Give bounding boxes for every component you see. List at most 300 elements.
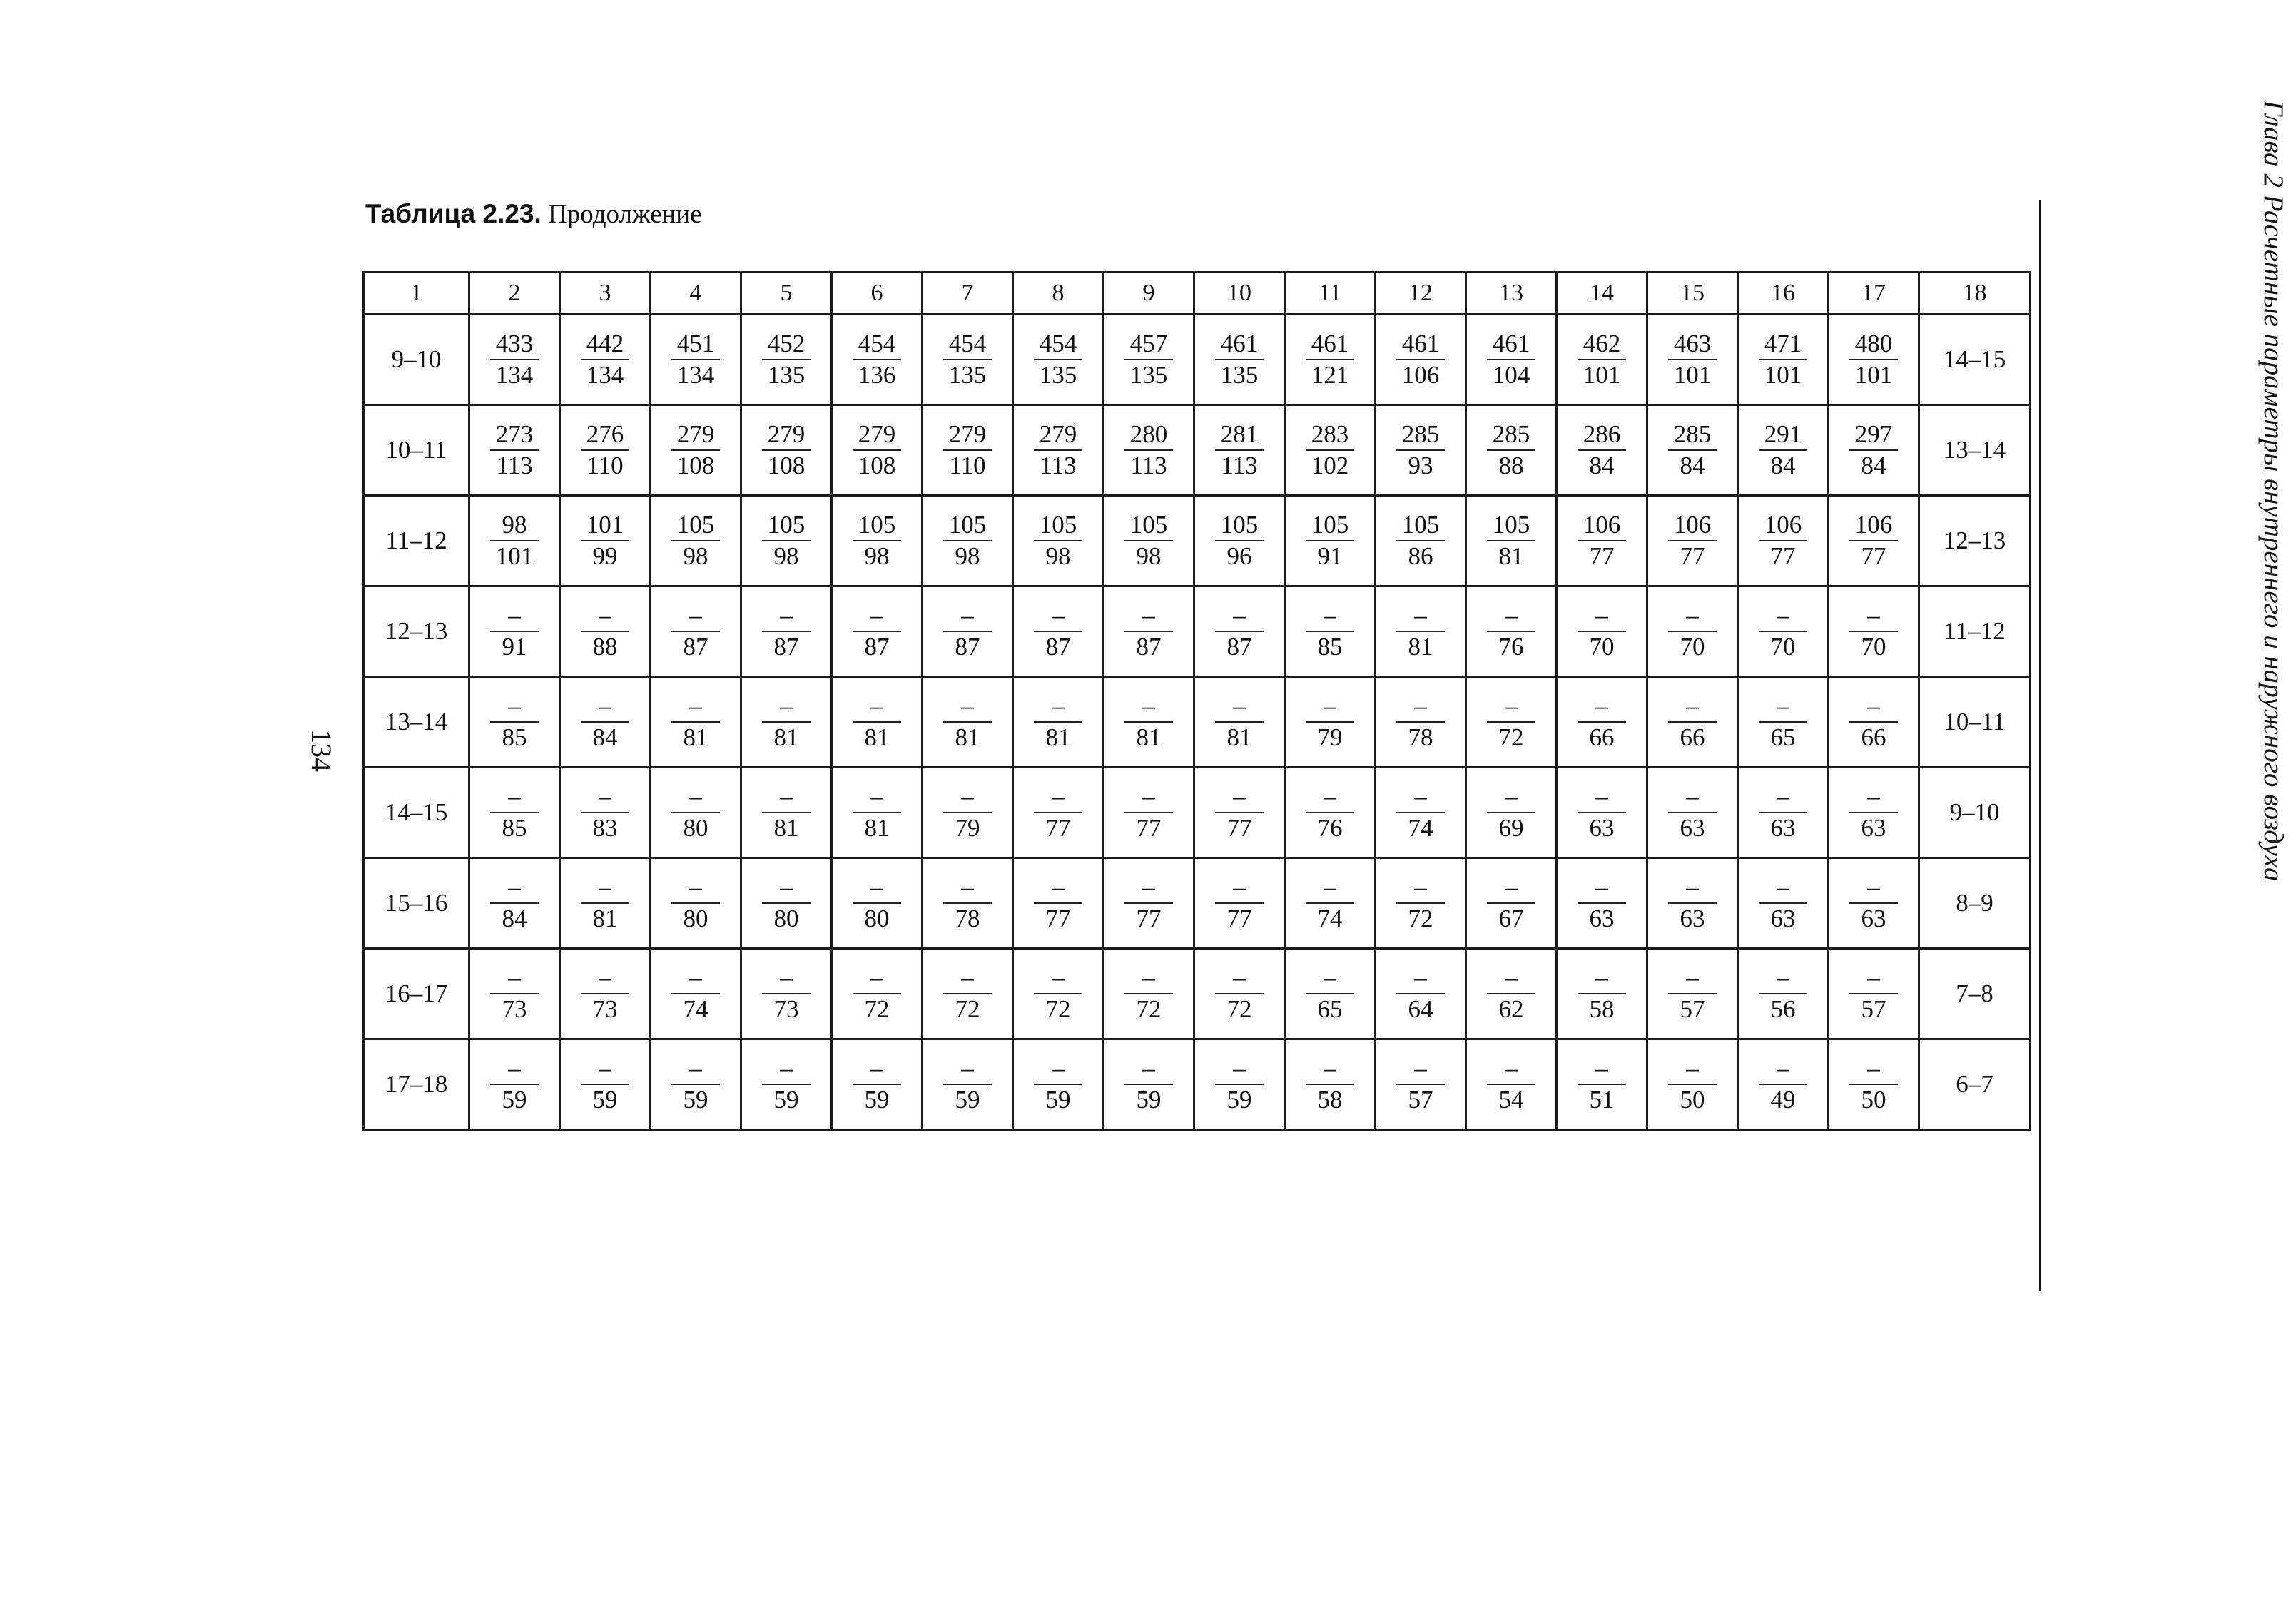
fraction-denominator: 73	[592, 995, 618, 1023]
column-header: 3	[560, 273, 651, 315]
fraction-numerator: –	[1124, 1054, 1173, 1085]
fraction	[671, 419, 720, 481]
fraction-numerator: 276	[581, 419, 629, 451]
fraction	[1759, 1054, 1807, 1115]
table-cell	[1466, 496, 1557, 586]
fraction	[1034, 872, 1082, 934]
fraction-denominator: 76	[1498, 633, 1524, 661]
table-cell	[832, 405, 923, 496]
fraction-numerator: –	[853, 782, 901, 813]
fraction	[671, 782, 720, 843]
table-cell	[1104, 677, 1194, 768]
table-cell	[1647, 768, 1738, 858]
fraction	[1215, 510, 1264, 571]
fraction-denominator: 79	[955, 814, 980, 842]
table-body	[364, 273, 2031, 1130]
table-cell	[1647, 949, 1738, 1039]
table-cell	[651, 586, 741, 677]
fraction	[1215, 872, 1264, 934]
table-cell	[1738, 858, 1829, 949]
fraction-denominator: 87	[1136, 633, 1162, 661]
fraction-denominator: 113	[496, 452, 533, 479]
fraction	[490, 419, 539, 481]
fraction-denominator: 99	[592, 542, 618, 570]
fraction-numerator: 461	[1306, 329, 1354, 360]
table-caption-text: Продолжение	[541, 200, 702, 229]
fraction-numerator: 281	[1215, 419, 1264, 451]
table-cell	[1194, 768, 1285, 858]
fraction	[853, 782, 901, 843]
fraction	[1668, 329, 1717, 390]
fraction	[1668, 1054, 1717, 1115]
fraction-denominator: 134	[495, 361, 534, 389]
fraction-denominator: 70	[1589, 633, 1615, 661]
table-cell	[1647, 1039, 1738, 1130]
fraction-numerator: –	[1668, 1054, 1717, 1085]
fraction-numerator: –	[671, 1054, 720, 1085]
table-cell	[1466, 949, 1557, 1039]
fraction-numerator: –	[853, 872, 901, 904]
table-cell	[1194, 949, 1285, 1039]
fraction-denominator: 77	[1226, 905, 1252, 932]
fraction-numerator: –	[490, 782, 539, 813]
column-header: 6	[832, 273, 923, 315]
fraction-denominator: 134	[586, 361, 624, 389]
fraction	[1306, 510, 1354, 571]
fraction-denominator: 65	[1770, 723, 1796, 751]
column-header: 1	[364, 273, 469, 315]
fraction	[1668, 872, 1717, 934]
table-cell	[560, 496, 651, 586]
fraction-denominator: 67	[1498, 905, 1524, 932]
fraction-denominator: 70	[1861, 633, 1886, 661]
fraction-denominator: 81	[1136, 723, 1162, 751]
fraction	[490, 601, 539, 662]
table-cell	[832, 496, 923, 586]
table-cell	[1829, 1039, 1919, 1130]
table-cell	[1376, 858, 1466, 949]
fraction	[1849, 691, 1898, 753]
fraction-numerator: –	[1849, 872, 1898, 904]
table-cell	[741, 677, 832, 768]
fraction-denominator: 78	[1408, 723, 1433, 751]
row-range-right: 6–7	[1919, 1039, 2031, 1130]
fraction	[1759, 691, 1807, 753]
fraction-denominator: 74	[1408, 814, 1433, 842]
fraction	[581, 329, 629, 390]
fraction-numerator: –	[1759, 963, 1807, 994]
fraction-numerator: –	[943, 691, 992, 723]
table-cell	[1104, 949, 1194, 1039]
table-cell	[1013, 1039, 1104, 1130]
table-cell	[1104, 315, 1194, 405]
row-range-left: 12–13	[364, 586, 469, 677]
fraction-numerator: –	[1487, 601, 1535, 632]
fraction-denominator: 64	[1408, 995, 1433, 1023]
table-cell	[560, 949, 651, 1039]
table-row	[364, 768, 2031, 858]
fraction-denominator: 113	[1130, 452, 1167, 479]
fraction-denominator: 86	[1408, 542, 1433, 570]
table-cell	[1647, 586, 1738, 677]
fraction	[1034, 691, 1082, 753]
fraction-numerator: –	[1849, 782, 1898, 813]
fraction-numerator: 283	[1306, 419, 1354, 451]
fraction-denominator: 77	[1770, 542, 1796, 570]
fraction	[1578, 510, 1626, 571]
fraction-denominator: 108	[858, 452, 896, 479]
fraction	[1396, 872, 1445, 934]
fraction-denominator: 88	[592, 633, 618, 661]
fraction-numerator: –	[1215, 601, 1264, 632]
fraction-numerator: –	[1124, 963, 1173, 994]
fraction	[943, 782, 992, 843]
fraction-numerator: –	[1668, 872, 1717, 904]
fraction	[1215, 1054, 1264, 1115]
fraction-denominator: 59	[955, 1086, 980, 1114]
fraction	[1306, 691, 1354, 753]
fraction-numerator: –	[1759, 601, 1807, 632]
fraction-numerator: –	[581, 1054, 629, 1085]
fraction	[490, 872, 539, 934]
fraction-denominator: 72	[864, 995, 890, 1023]
fraction-denominator: 81	[683, 723, 708, 751]
fraction-denominator: 77	[1136, 814, 1162, 842]
fraction-numerator: –	[581, 601, 629, 632]
fraction-denominator: 51	[1589, 1086, 1615, 1114]
table-cell	[1194, 315, 1285, 405]
fraction	[1396, 601, 1445, 662]
row-range-right: 13–14	[1919, 405, 2031, 496]
fraction	[1759, 329, 1807, 390]
fraction	[1668, 601, 1717, 662]
fraction-denominator: 77	[1226, 814, 1252, 842]
fraction-denominator: 81	[773, 723, 799, 751]
table-cell	[741, 858, 832, 949]
fraction	[1124, 510, 1173, 571]
fraction-numerator: –	[671, 782, 720, 813]
fraction-numerator: 105	[1034, 510, 1082, 541]
table-cell	[923, 1039, 1013, 1130]
fraction-denominator: 101	[1583, 361, 1621, 389]
fraction-denominator: 72	[1136, 995, 1162, 1023]
fraction	[762, 601, 811, 662]
column-header: 8	[1013, 273, 1104, 315]
fraction-denominator: 78	[955, 905, 980, 932]
table-cell	[923, 949, 1013, 1039]
table-cell	[1285, 858, 1376, 949]
fraction-denominator: 59	[1136, 1086, 1162, 1114]
fraction	[1124, 691, 1173, 753]
fraction	[943, 419, 992, 481]
table-cell	[651, 858, 741, 949]
fraction	[671, 963, 720, 1024]
fraction	[762, 329, 811, 390]
fraction-denominator: 135	[1220, 361, 1259, 389]
fraction-numerator: 457	[1124, 329, 1173, 360]
fraction-numerator: –	[943, 963, 992, 994]
table-cell	[1738, 496, 1829, 586]
fraction	[853, 872, 901, 934]
fraction-numerator: –	[671, 691, 720, 723]
fraction-denominator: 56	[1770, 995, 1796, 1023]
fraction-denominator: 98	[1136, 542, 1162, 570]
fraction	[490, 782, 539, 843]
fraction-numerator: –	[1396, 1054, 1445, 1085]
fraction	[1306, 872, 1354, 934]
table-cell	[1738, 949, 1829, 1039]
fraction-denominator: 85	[502, 723, 527, 751]
fraction-denominator: 63	[1589, 905, 1615, 932]
column-header: 7	[923, 273, 1013, 315]
fraction-denominator: 70	[1680, 633, 1705, 661]
fraction-denominator: 93	[1408, 452, 1433, 479]
fraction-numerator: –	[1396, 691, 1445, 723]
fraction	[1396, 510, 1445, 571]
table-cell	[1557, 677, 1647, 768]
table-cell	[1376, 1039, 1466, 1130]
fraction-numerator: 461	[1396, 329, 1445, 360]
fraction-denominator: 66	[1861, 723, 1886, 751]
fraction-numerator: 285	[1668, 419, 1717, 451]
table-cell	[832, 586, 923, 677]
table-caption	[365, 197, 702, 232]
table-cell	[1466, 315, 1557, 405]
fraction-numerator: –	[1487, 691, 1535, 723]
column-header: 15	[1647, 273, 1738, 315]
table-cell	[923, 768, 1013, 858]
table-row	[364, 496, 2031, 586]
fraction-numerator: –	[762, 872, 811, 904]
column-header: 13	[1466, 273, 1557, 315]
fraction-denominator: 70	[1770, 633, 1796, 661]
fraction	[1215, 782, 1264, 843]
fraction-denominator: 84	[1861, 452, 1886, 479]
fraction	[1578, 329, 1626, 390]
fraction-numerator: 286	[1578, 419, 1626, 451]
fraction	[1396, 1054, 1445, 1115]
fraction	[1124, 872, 1173, 934]
fraction-denominator: 81	[864, 723, 890, 751]
fraction	[490, 329, 539, 390]
fraction-numerator: 279	[853, 419, 901, 451]
fraction	[762, 872, 811, 934]
fraction	[1034, 601, 1082, 662]
fraction-denominator: 50	[1861, 1086, 1886, 1114]
fraction-denominator: 87	[773, 633, 799, 661]
fraction-denominator: 72	[1408, 905, 1433, 932]
table-cell	[1285, 405, 1376, 496]
fraction-denominator: 59	[773, 1086, 799, 1114]
fraction-denominator: 87	[1226, 633, 1252, 661]
fraction	[1487, 601, 1535, 662]
table-cell	[1013, 858, 1104, 949]
fraction-numerator: 106	[1759, 510, 1807, 541]
table-cell	[1194, 496, 1285, 586]
fraction-denominator: 80	[683, 905, 708, 932]
fraction	[490, 691, 539, 753]
table-cell	[741, 496, 832, 586]
table-cell	[1013, 496, 1104, 586]
fraction-numerator: –	[1124, 782, 1173, 813]
fraction-denominator: 135	[948, 361, 987, 389]
fraction	[1034, 510, 1082, 571]
fraction	[581, 419, 629, 481]
table-cell	[560, 768, 651, 858]
fraction-numerator: 433	[490, 329, 539, 360]
fraction-denominator: 63	[1680, 905, 1705, 932]
table-cell	[469, 949, 560, 1039]
fraction-numerator: 285	[1487, 419, 1535, 451]
fraction-numerator: 279	[671, 419, 720, 451]
fraction	[1124, 601, 1173, 662]
table-row	[364, 949, 2031, 1039]
chapter-header: Глава 2 Расчетные параметры внутреннего и наружного воздуха	[2258, 100, 2289, 882]
fraction-denominator: 59	[864, 1086, 890, 1114]
data-table	[362, 271, 2031, 1131]
fraction-numerator: –	[581, 963, 629, 994]
fraction-numerator: –	[490, 1054, 539, 1085]
table-cell	[560, 858, 651, 949]
fraction-numerator: –	[1306, 782, 1354, 813]
column-header: 4	[651, 273, 741, 315]
table-cell	[1738, 1039, 1829, 1130]
fraction-numerator: 442	[581, 329, 629, 360]
fraction	[1124, 782, 1173, 843]
table-cell	[1466, 858, 1557, 949]
fraction-denominator: 87	[955, 633, 980, 661]
fraction-numerator: –	[853, 1054, 901, 1085]
fraction-denominator: 134	[676, 361, 715, 389]
fraction-denominator: 81	[1408, 633, 1433, 661]
table-cell	[741, 949, 832, 1039]
row-range-left: 14–15	[364, 768, 469, 858]
row-range-right: 14–15	[1919, 315, 2031, 405]
table-cell	[1829, 949, 1919, 1039]
fraction-denominator: 72	[955, 995, 980, 1023]
fraction-numerator: –	[1578, 1054, 1626, 1085]
fraction-denominator: 50	[1680, 1086, 1705, 1114]
fraction-numerator: 105	[1396, 510, 1445, 541]
table-cell	[560, 586, 651, 677]
fraction-denominator: 77	[1680, 542, 1705, 570]
fraction	[1849, 782, 1898, 843]
fraction-denominator: 58	[1317, 1086, 1343, 1114]
fraction-denominator: 63	[1770, 905, 1796, 932]
fraction-denominator: 63	[1770, 814, 1796, 842]
column-header: 18	[1919, 273, 2031, 315]
fraction	[1215, 963, 1264, 1024]
fraction-denominator: 104	[1492, 361, 1530, 389]
table-cell	[1738, 768, 1829, 858]
fraction-denominator: 85	[502, 814, 527, 842]
fraction	[762, 691, 811, 753]
fraction-denominator: 57	[1861, 995, 1886, 1023]
table-cell	[1466, 1039, 1557, 1130]
table-row	[364, 405, 2031, 496]
fraction-denominator: 81	[864, 814, 890, 842]
fraction-denominator: 84	[1589, 452, 1615, 479]
fraction	[1396, 419, 1445, 481]
fraction-denominator: 88	[1498, 452, 1524, 479]
fraction-numerator: 291	[1759, 419, 1807, 451]
fraction-denominator: 49	[1770, 1086, 1796, 1114]
table-cell	[1557, 949, 1647, 1039]
fraction-numerator: –	[853, 963, 901, 994]
fraction	[1487, 872, 1535, 934]
table-cell	[1285, 315, 1376, 405]
fraction-denominator: 66	[1589, 723, 1615, 751]
fraction	[1396, 329, 1445, 390]
column-header: 5	[741, 273, 832, 315]
fraction	[581, 782, 629, 843]
fraction-numerator: –	[581, 691, 629, 723]
fraction	[762, 419, 811, 481]
fraction-numerator: 105	[1215, 510, 1264, 541]
column-header: 10	[1194, 273, 1285, 315]
fraction-denominator: 63	[1589, 814, 1615, 842]
fraction	[853, 510, 901, 571]
fraction-numerator: –	[1124, 601, 1173, 632]
fraction	[943, 329, 992, 390]
fraction-denominator: 84	[1680, 452, 1705, 479]
fraction-denominator: 80	[773, 905, 799, 932]
fraction-denominator: 136	[858, 361, 896, 389]
fraction-numerator: –	[762, 601, 811, 632]
fraction	[1759, 872, 1807, 934]
table-cell	[560, 1039, 651, 1130]
fraction-denominator: 135	[767, 361, 806, 389]
fraction-denominator: 59	[1226, 1086, 1252, 1114]
fraction-numerator: 461	[1215, 329, 1264, 360]
fraction-numerator: 105	[1124, 510, 1173, 541]
table-cell	[651, 768, 741, 858]
fraction-denominator: 87	[1045, 633, 1071, 661]
fraction-denominator: 63	[1680, 814, 1705, 842]
fraction	[671, 1054, 720, 1115]
fraction-denominator: 77	[1045, 905, 1071, 932]
fraction	[943, 691, 992, 753]
table-cell	[1557, 1039, 1647, 1130]
table-cell	[1466, 586, 1557, 677]
table-cell	[1557, 496, 1647, 586]
table-cell	[1376, 586, 1466, 677]
fraction	[853, 963, 901, 1024]
fraction-numerator: –	[1578, 963, 1626, 994]
fraction	[1759, 782, 1807, 843]
fraction-denominator: 58	[1589, 995, 1615, 1023]
fraction-denominator: 79	[1317, 723, 1343, 751]
fraction-numerator: 105	[943, 510, 992, 541]
fraction-denominator: 59	[683, 1086, 708, 1114]
fraction	[1306, 419, 1354, 481]
fraction-numerator: 454	[1034, 329, 1082, 360]
fraction-numerator: –	[1668, 691, 1717, 723]
fraction	[1034, 1054, 1082, 1115]
fraction-denominator: 77	[1045, 814, 1071, 842]
table-cell	[1829, 315, 1919, 405]
fraction-denominator: 81	[1045, 723, 1071, 751]
fraction-denominator: 72	[1498, 723, 1524, 751]
page-number: 134	[305, 729, 337, 772]
fraction-numerator: 279	[943, 419, 992, 451]
fraction	[1668, 691, 1717, 753]
fraction-numerator: 462	[1578, 329, 1626, 360]
fraction	[1759, 510, 1807, 571]
fraction-numerator: –	[943, 872, 992, 904]
fraction-denominator: 81	[955, 723, 980, 751]
fraction-numerator: –	[1668, 782, 1717, 813]
